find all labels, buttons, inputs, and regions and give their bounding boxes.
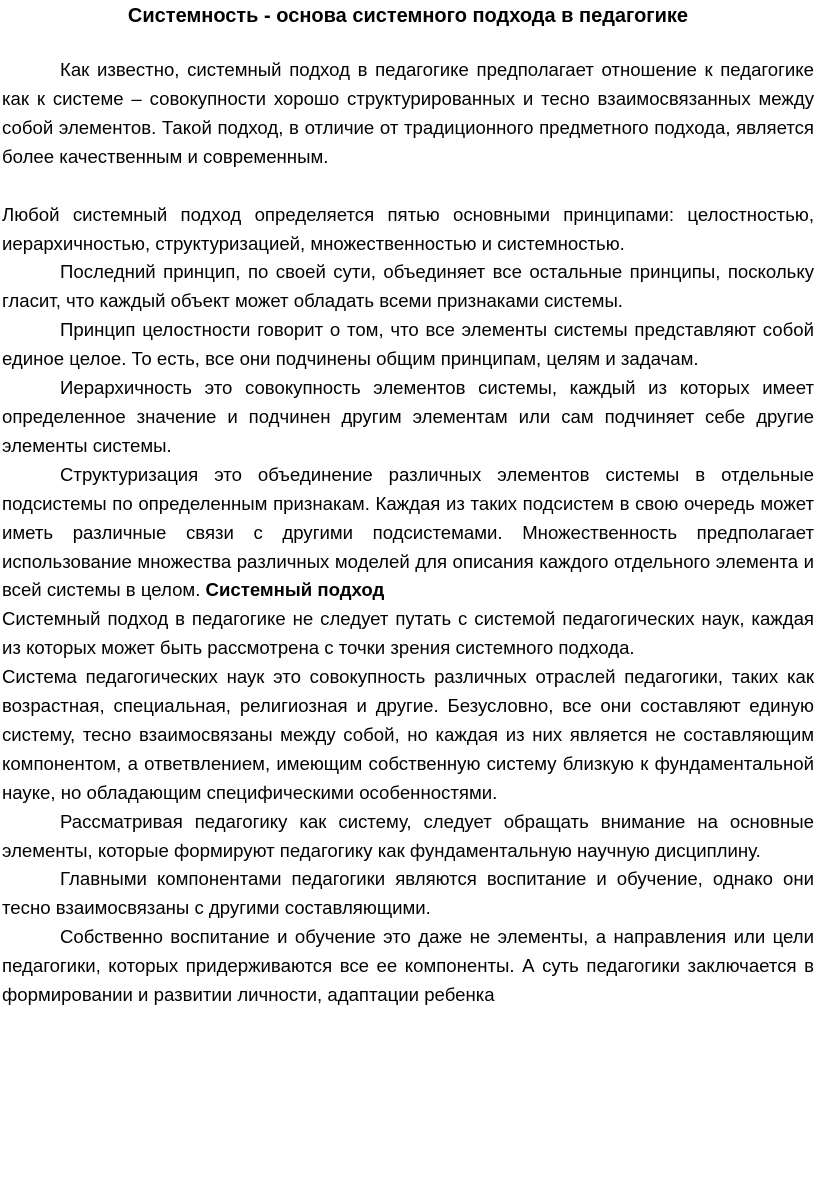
paragraph-structuring [2, 461, 814, 606]
paragraph-intro: Как известно, системный подход в педагогике предполагает отношение к педагогике как к системе – совокупности хорошо структурированных и тесно взаимосвязанных между собой элементов. Такой подход, в отличие от традиционного предметного подхода, является более качественным и современным. [2, 59, 814, 167]
structuring-text: Структуризация это объединение различных элементов системы в отдельные подсистемы по определенным признакам. Каждая из таких подсистем в свою очередь может иметь различные связи с другими подсистемами. [2, 463, 814, 543]
paragraph-not-confuse: Системный подход в педагогике не следует путать с системой педагогических наук, каждая из которых может быть рассмотрена с точки зрения системного подхода. [2, 608, 814, 659]
paragraph-integrity: Принцип целостности говорит о том, что все элементы системы представляют собой единое целое. То есть, все они подчинены общим принципам, целям и задачам. [2, 319, 814, 370]
paragraph-pedagogy-as-system: Рассматривая педагогику как систему, следует обращать внимание на основные элементы, которые формируют педагогику как фундаментальную научную дисциплину. [2, 810, 814, 861]
paragraph-main-components: Главными компонентами педагогики являются воспитание и обучение, однако они тесно взаимосвязаны с другими составляющими. [2, 868, 814, 919]
section-heading-system-approach: Системный подход [205, 579, 385, 601]
paragraph-system-of-sciences: Система педагогических наук это совокупность различных отраслей педагогики, таких как возрастная, специальная, религиозная и другие. Безусловно, все они составляют единую систему, тесно взаимосвязаны между собой, но каждая из них является не составляющим компонентом, а ответвлением, имеющим собственную систему близкую к фундаментальной науке, но обладающим специфическими особенностями. [2, 666, 814, 803]
paragraph-upbringing-education: Собственно воспитание и обучение это даже не элементы, а направления или цели педагогики, которых придерживаются все ее компоненты. А суть педагогики заключается в формировании и развитии личности, адаптации ребенка [2, 926, 814, 1006]
paragraph-principles: Любой системный подход определяется пятью основными принципами: целостностью, иерархичностью, структуризацией, множественностью и системностью. [2, 203, 814, 254]
paragraph-hierarchy: Иерархичность это совокупность элементов системы, каждый из которых имеет определенное значение и подчинен другим элементам или сам подчиняет себе другие элементы системы. [2, 377, 814, 456]
document-title: Системность - основа системного подхода в педагогике [127, 5, 689, 27]
document-body [2, 56, 814, 1010]
multiplicity-text: Множественность предполагает использование множества различных моделей для описания каждого отдельного элемента и всей системы в целом. [2, 521, 814, 601]
paragraph-systemness: Последний принцип, по своей сути, объединяет все остальные принципы, поскольку гласит, что каждый объект может обладать всеми признаками системы. [2, 261, 814, 312]
